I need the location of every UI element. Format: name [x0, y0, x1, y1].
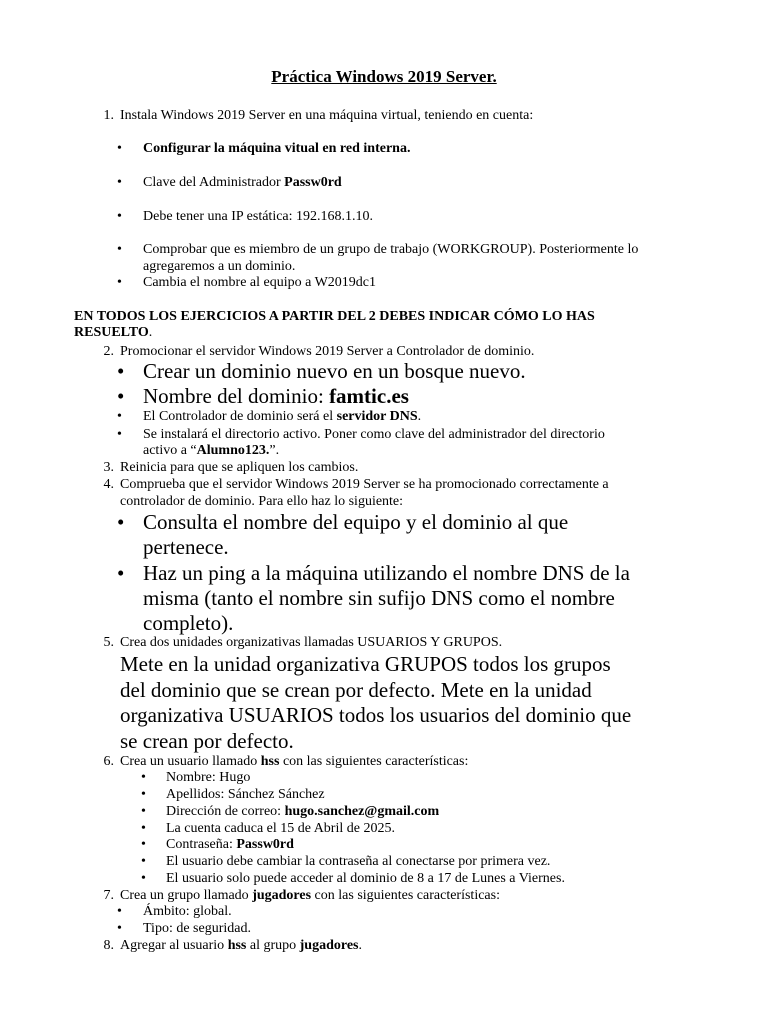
item-7-bullet-2: Tipo: de seguridad.: [143, 921, 251, 936]
item-4-number: 4.: [103, 477, 114, 492]
item-2-text: Promocionar el servidor Windows 2019 Server a Controlador de dominio.: [120, 344, 535, 359]
bullet-icon: •: [141, 804, 146, 819]
bullet-icon: •: [141, 837, 146, 852]
item-5-paragraph-line-2: del dominio que se crean por defecto. Mete en la unidad: [120, 678, 592, 702]
bullet-icon: •: [141, 854, 146, 869]
item-6-bullet-4: La cuenta caduca el 15 de Abril de 2025.: [166, 821, 395, 836]
item-5-text: Crea dos unidades organizativas llamadas USUARIOS Y GRUPOS.: [120, 635, 503, 650]
item-2-bullet-4-line-2: activo a “Alumno123.”.: [143, 443, 280, 458]
bullet-icon: •: [141, 787, 146, 802]
item-3-number: 3.: [103, 460, 114, 475]
item-1-bullet-4-line-2: agregaremos a un dominio.: [143, 259, 296, 274]
item-7-number: 7.: [103, 888, 114, 903]
item-2-bullet-4-line-1: Se instalará el directorio activo. Poner como clave del administrador del directorio: [143, 427, 605, 442]
document-title: Práctica Windows 2019 Server.: [271, 67, 497, 86]
item-1-bullet-3: Debe tener una IP estática: 192.168.1.10.: [143, 209, 374, 224]
item-3-text: Reinicia para que se apliquen los cambios.: [120, 460, 359, 475]
item-2-bullet-3: El Controlador de dominio será el servidor DNS.: [143, 409, 422, 424]
item-6-bullet-6: El usuario debe cambiar la contraseña al conectarse por primera vez.: [166, 854, 551, 869]
bullet-icon: •: [117, 175, 122, 190]
item-1-bullet-1: Configurar la máquina vitual en red interna.: [143, 141, 411, 156]
item-4-text-line-1: Comprueba que el servidor Windows 2019 Server se ha promocionado correctamente a: [120, 477, 609, 492]
bullet-icon: •: [141, 871, 146, 886]
section-heading-line-2: RESUELTO.: [74, 325, 153, 340]
bullet-icon: •: [117, 141, 122, 156]
bullet-icon: •: [117, 427, 122, 442]
item-2-bullet-2: Nombre del dominio: famtic.es: [143, 384, 409, 408]
item-8-text: Agregar al usuario hss al grupo jugadores.: [120, 938, 362, 953]
section-heading-line-1: EN TODOS LOS EJERCICIOS A PARTIR DEL 2 DEBES INDICAR CÓMO LO HAS: [74, 309, 595, 324]
item-1-number: 1.: [103, 108, 114, 123]
item-5-paragraph-line-4: se crean por defecto.: [120, 729, 294, 753]
item-6-bullet-2: Apellidos: Sánchez Sánchez: [166, 787, 325, 802]
bullet-icon: •: [117, 242, 122, 257]
item-2-number: 2.: [103, 344, 114, 359]
item-6-number: 6.: [103, 754, 114, 769]
item-2-bullet-1: Crear un dominio nuevo en un bosque nuevo.: [143, 359, 526, 383]
bullet-icon: •: [117, 384, 125, 408]
bullet-icon: •: [117, 275, 122, 290]
bullet-icon: •: [117, 561, 125, 585]
item-7-text: Crea un grupo llamado jugadores con las siguientes características:: [120, 888, 500, 903]
bullet-icon: •: [141, 821, 146, 836]
item-5-number: 5.: [103, 635, 114, 650]
item-6-bullet-7: El usuario solo puede acceder al dominio de 8 a 17 de Lunes a Viernes.: [166, 871, 565, 886]
bullet-icon: •: [117, 359, 125, 383]
item-5-paragraph-line-1: Mete en la unidad organizativa GRUPOS todos los grupos: [120, 652, 611, 676]
item-4-bullet-1-line-1: Consulta el nombre del equipo y el dominio al que: [143, 510, 569, 534]
item-8-number: 8.: [103, 938, 114, 953]
item-5-paragraph-line-3: organizativa USUARIOS todos los usuarios del dominio que: [120, 703, 632, 727]
item-6-bullet-3: Dirección de correo: hugo.sanchez@gmail.com: [166, 804, 440, 819]
item-4-bullet-1-line-2: pertenece.: [143, 535, 229, 559]
item-6-bullet-5: Contraseña: Passw0rd: [166, 837, 294, 852]
item-7-bullet-1: Ámbito: global.: [143, 904, 232, 919]
item-4-bullet-2-line-1: Haz un ping a la máquina utilizando el nombre DNS de la: [143, 561, 630, 585]
bullet-icon: •: [141, 770, 146, 785]
item-1-bullet-4-line-1: Comprobar que es miembro de un grupo de trabajo (WORKGROUP). Posteriormente lo: [143, 242, 639, 257]
item-4-text-line-2: controlador de dominio. Para ello haz lo siguiente:: [120, 494, 404, 509]
item-6-text: Crea un usuario llamado hss con las siguientes características:: [120, 754, 469, 769]
bullet-icon: •: [117, 409, 122, 424]
item-4-bullet-2-line-3: completo).: [143, 611, 234, 635]
item-6-bullet-1: Nombre: Hugo: [166, 770, 251, 785]
item-1-text: Instala Windows 2019 Server en una máquina virtual, teniendo en cuenta:: [120, 108, 534, 123]
item-4-bullet-2-line-2: misma (tanto el nombre sin sufijo DNS como el nombre: [143, 586, 615, 610]
bullet-icon: •: [117, 209, 122, 224]
bullet-icon: •: [117, 510, 125, 534]
item-1-bullet-2: Clave del Administrador Passw0rd: [143, 175, 342, 190]
item-1-bullet-5: Cambia el nombre al equipo a W2019dc1: [143, 275, 377, 290]
bullet-icon: •: [117, 921, 122, 936]
bullet-icon: •: [117, 904, 122, 919]
